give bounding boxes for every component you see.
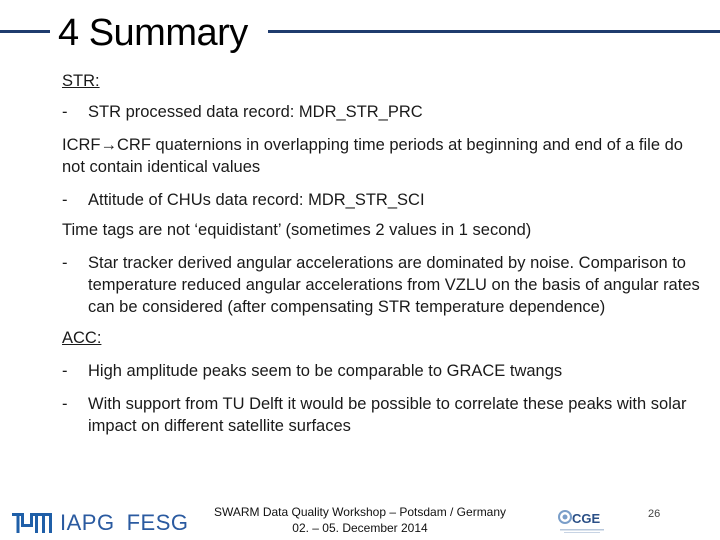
acc-bullet-2 — [62, 393, 702, 437]
org-iapg: IAPG — [60, 510, 115, 535]
bullet-dash: - — [62, 254, 68, 272]
footer-org-names — [60, 510, 188, 536]
str-bullet-2-text: Attitude of CHUs data record: MDR_STR_SCI — [88, 191, 425, 209]
cge-logo-tagline-line-2 — [564, 532, 600, 533]
cge-logo-dot — [563, 515, 568, 520]
acc-bullet-1-text: High amplitude peaks seem to be comparable to GRACE twangs — [88, 362, 563, 380]
bullet-dash: - — [62, 362, 68, 380]
title-rule-left — [0, 30, 50, 33]
str-paragraph-2: Time tags are not ‘equidistant’ (sometimes 2 values in 1 second) — [62, 221, 532, 239]
str-bullet-3 — [62, 252, 702, 318]
slide-title: 4 Summary — [58, 12, 248, 54]
event-line-1: SWARM Data Quality Workshop – Potsdam / Germany — [213, 505, 507, 519]
bullet-dash: - — [62, 191, 68, 209]
str-bullet-1 — [62, 101, 702, 123]
org-fesg: FESG — [126, 510, 189, 535]
str-paragraph-1: ICRF→CRF quaternions in overlapping time periods at beginning and end of a file do not contain identical values — [62, 136, 683, 176]
slide-content — [62, 70, 702, 437]
bullet-dash: - — [62, 395, 68, 413]
tum-logo-icon — [12, 513, 52, 533]
str-heading: STR: — [62, 72, 100, 90]
str-bullet-3-text: Star tracker derived angular accelerations are dominated by noise. Comparison to temperature reduced angular accelerations from VZLU on the basis of angular rates can be considered (after compensating STR temperature dependence) — [88, 254, 700, 316]
bullet-dash: - — [62, 103, 68, 121]
cge-logo-tagline-line — [560, 529, 604, 531]
cge-logo-text: CGE — [572, 511, 601, 526]
acc-bullet-1 — [62, 360, 702, 382]
footer-logos — [12, 510, 188, 536]
acc-heading: ACC: — [62, 329, 102, 347]
acc-bullet-2-text: With support from TU Delft it would be possible to correlate these peaks with solar impact on different satellite surfaces — [88, 395, 687, 435]
str-bullet-2 — [62, 189, 702, 211]
title-rule-right — [268, 30, 720, 33]
page-number: 26 — [648, 508, 661, 520]
footer-event-info — [200, 504, 520, 536]
event-line-2: 02. – 05. December 2014 — [292, 521, 428, 535]
str-bullet-1-text: STR processed data record: MDR_STR_PRC — [88, 103, 423, 121]
cge-logo-icon — [556, 505, 608, 535]
